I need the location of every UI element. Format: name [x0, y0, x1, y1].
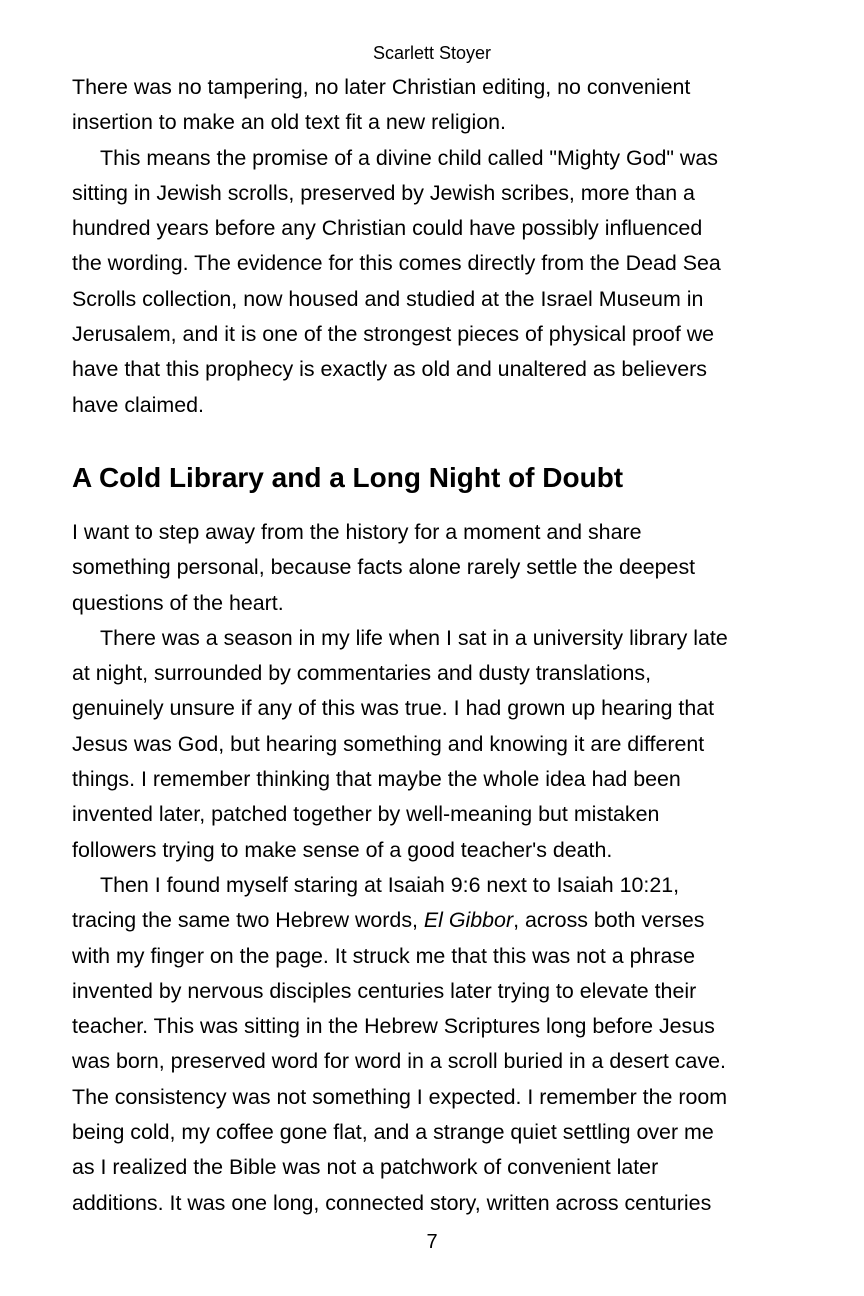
text-line: hundred years before any Christian could have possibly influenced: [72, 216, 703, 241]
text-run: , across both verses: [513, 908, 705, 933]
paragraph-isaiah-discovery: [72, 868, 772, 1221]
text-line: at night, surrounded by commentaries and dusty translations,: [72, 661, 652, 686]
text-line: followers trying to make sense of a good teacher's death.: [72, 837, 613, 862]
text-line: genuinely unsure if any of this was true. I had grown up hearing that: [72, 696, 715, 721]
paragraph-library-doubt: [72, 621, 772, 868]
text-line: Jesus was God, but hearing something and knowing it are different: [72, 731, 705, 756]
text-line: I want to step away from the history for a moment and share: [72, 519, 642, 544]
text-line: the wording. The evidence for this comes directly from the Dead Sea: [72, 251, 721, 276]
text-line: Scrolls collection, now housed and studied at the Israel Museum in: [72, 286, 704, 311]
italic-hebrew-term: El Gibbor: [423, 908, 514, 933]
text-run: tracing the same two Hebrew words,: [72, 908, 424, 933]
text-line: things. I remember thinking that maybe the whole idea had been: [72, 767, 681, 792]
text-line: with my finger on the page. It struck me that this was not a phrase: [72, 943, 696, 968]
page-number: 7: [426, 1231, 438, 1253]
text-line: insertion to make an old text fit a new religion.: [72, 110, 506, 135]
text-line: There was a season in my life when I sat in a university library late: [100, 625, 728, 650]
text-line: sitting in Jewish scrolls, preserved by Jewish scribes, more than a: [72, 180, 695, 205]
text-line: have claimed.: [72, 392, 204, 417]
paragraph-continuation: [72, 70, 772, 141]
text-line: [72, 903, 772, 938]
text-line: This means the promise of a divine child called "Mighty God" was: [100, 145, 718, 170]
text-line: additions. It was one long, connected story, written across centuries: [72, 1190, 712, 1215]
text-line: questions of the heart.: [72, 590, 284, 615]
paragraph-personal-intro: [72, 515, 772, 621]
text-line: invented later, patched together by well-meaning but mistaken: [72, 802, 660, 827]
text-line: teacher. This was sitting in the Hebrew Scriptures long before Jesus: [72, 1014, 715, 1039]
text-line: was born, preserved word for word in a scroll buried in a desert cave.: [72, 1049, 726, 1074]
paragraph-mighty-god: [72, 141, 772, 423]
text-line: have that this prophecy is exactly as old and unaltered as believers: [72, 357, 707, 382]
section-heading: A Cold Library and a Long Night of Doubt: [72, 461, 624, 493]
text-line: as I realized the Bible was not a patchwork of convenient later: [72, 1155, 659, 1180]
text-line: something personal, because facts alone rarely settle the deepest: [72, 555, 696, 580]
text-line: The consistency was not something I expected. I remember the room: [72, 1084, 728, 1109]
page-body: [72, 70, 772, 1221]
text-line: invented by nervous disciples centuries later trying to elevate their: [72, 978, 697, 1003]
text-line: Jerusalem, and it is one of the strongest pieces of physical proof we: [72, 322, 715, 347]
text-line: There was no tampering, no later Christian editing, no convenient: [72, 75, 691, 99]
text-line: being cold, my coffee gone flat, and a strange quiet settling over me: [72, 1120, 714, 1145]
text-line: Then I found myself staring at Isaiah 9:6 next to Isaiah 10:21,: [100, 872, 680, 897]
running-header-author: Scarlett Stoyer: [372, 43, 492, 63]
